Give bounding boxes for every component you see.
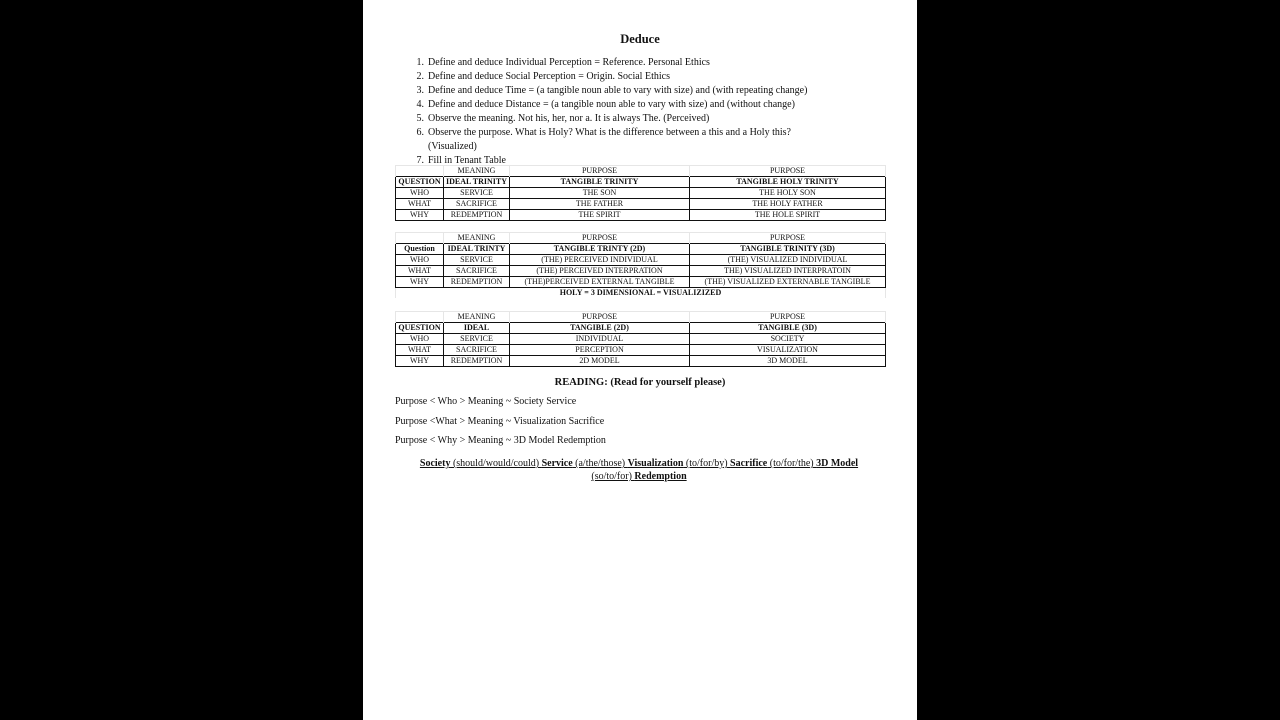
column-header-row: QUESTION IDEAL TRINITY TANGIBLE TRINITY TANGIBLE HOLY TRINITY <box>396 177 886 188</box>
table-row: WHY REDEMPTION THE SPIRIT THE HOLE SPIRIT <box>396 210 886 221</box>
table-row: WHO SERVICE (THE) PERCEIVED INDIVIDUAL (THE) VISUALIZED INDIVIDUAL <box>396 255 886 266</box>
group-header-row: MEANING PURPOSE PURPOSE <box>396 166 886 177</box>
table-row: WHY REDEMPTION 2D MODEL 3D MODEL <box>396 356 886 367</box>
reading-heading: READING: (Read for yourself please) <box>554 377 726 388</box>
group-header-row: MEANING PURPOSE PURPOSE <box>396 312 886 323</box>
list-item: 1. Define and deduce Individual Perception = Reference. Personal Ethics <box>416 57 710 68</box>
column-header-row: Question IDEAL TRINTY TANGIBLE TRINTY (2D) TANGIBLE TRINITY (3D) <box>396 244 886 255</box>
list-item: 5. Observe the meaning. Not his, her, nor a. It is always The. (Perceived) <box>416 113 710 124</box>
reading-line: Purpose < Who > Meaning ~ Society Service <box>395 396 577 407</box>
trinity-table-1 <box>395 165 886 221</box>
reading-line: Purpose <What > Meaning ~ Visualization Sacrifice <box>395 416 605 427</box>
summary-sentence: Society (should/would/could) Service (a/the/those) Visualization (to/for/by) Sacrifice (to/for/the) 3D Model (so/to/for) Redemption <box>419 458 859 482</box>
note-row <box>396 288 886 299</box>
column-header-row: QUESTION IDEAL TANGIBLE (2D) TANGIBLE (3D) <box>396 323 886 334</box>
group-header-row: MEANING PURPOSE PURPOSE <box>396 233 886 244</box>
table-row: WHAT SACRIFICE PERCEPTION VISUALIZATION <box>396 345 886 356</box>
list-item: 4. Define and deduce Distance = (a tangible noun able to vary with size) and (without change) <box>416 99 795 110</box>
table-row: WHO SERVICE THE SON THE HOLY SON <box>396 188 886 199</box>
step-list <box>412 56 882 168</box>
list-item: 6. Observe the purpose. What is Holy? What is the difference between a this and a Holy this? (Visualized) <box>416 127 791 152</box>
document-page <box>363 0 917 720</box>
list-item: 7. Fill in Tenant Table <box>416 155 506 166</box>
list-item: 3. Define and deduce Time = (a tangible noun able to vary with size) and (with repeating change) <box>416 85 808 96</box>
trinity-table-2 <box>395 232 886 298</box>
reading-line: Purpose < Why > Meaning ~ 3D Model Redemption <box>395 435 606 446</box>
table-row: WHAT SACRIFICE THE FATHER THE HOLY FATHER <box>396 199 886 210</box>
table-row: WHAT SACRIFICE (THE) PERCEIVED INTERPRATION THE) VISUALIZED INTERPRATOIN <box>396 266 886 277</box>
table-row: WHY REDEMPTION (THE)PERCEIVED EXTERNAL TANGIBLE (THE) VISUALIZED EXTERNABLE TANGIBLE <box>396 277 886 288</box>
holy-note: HOLY = 3 DIMENSIONAL = VISUALIZIZED <box>396 288 886 299</box>
table-row: WHO SERVICE INDIVIDUAL SOCIETY <box>396 334 886 345</box>
page-title: Deduce <box>620 32 660 46</box>
trinity-table-3 <box>395 311 886 367</box>
list-item: 2. Define and deduce Social Perception = Origin. Social Ethics <box>416 71 670 82</box>
